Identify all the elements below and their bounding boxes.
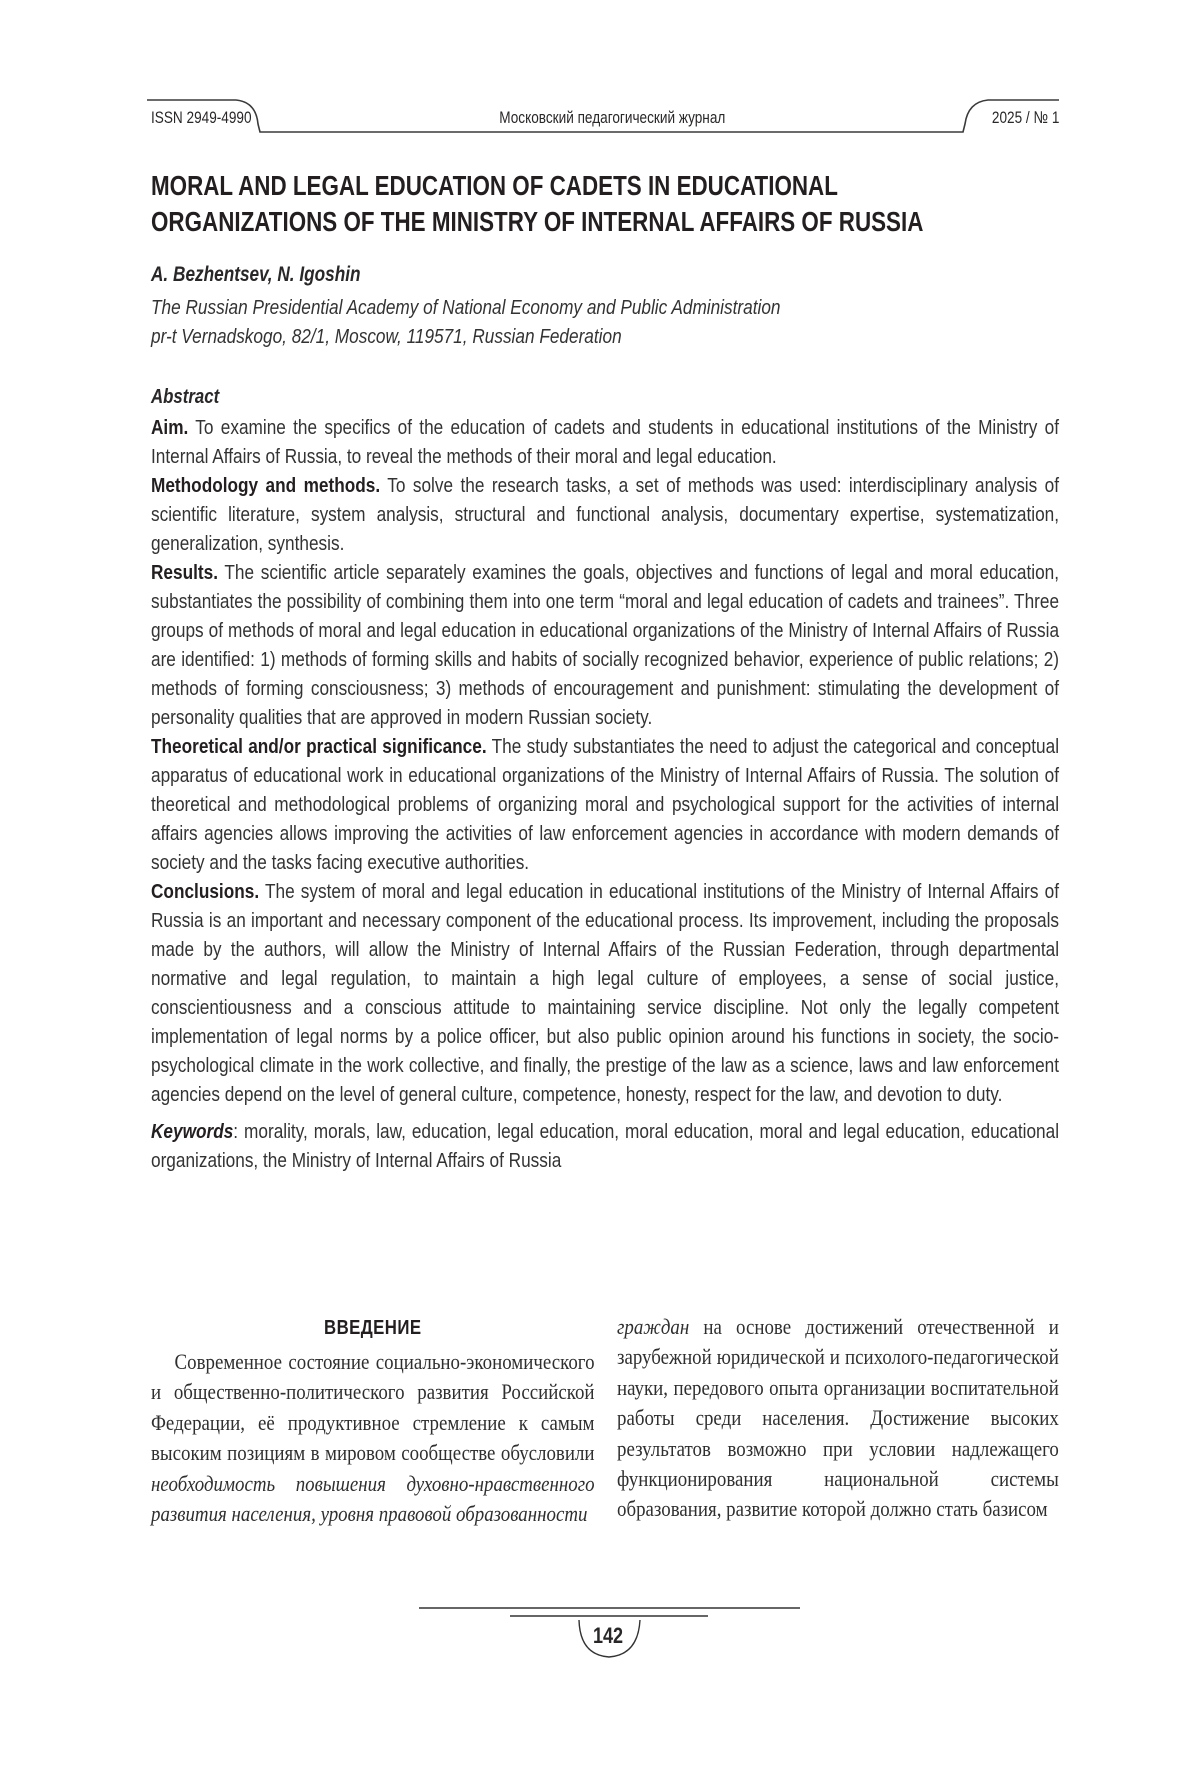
title-line: ORGANIZATIONS OF THE MINISTRY OF INTERNAL AFFAIRS OF RUSSIA [151, 204, 1031, 240]
authors: A. Bezhentsev, N. Igoshin [151, 261, 361, 289]
title-line: MORAL AND LEGAL EDUCATION OF CADETS IN EDUCATIONAL [151, 168, 1031, 204]
abstract-significance: Theoretical and/or practical significance. The study substantiates the need to adjust the categorical and conceptual apparatus of educational work in educational organizations of the Ministry of Internal Affairs of Russia. The solution of theoretical and methodological problems of organizing moral and psychological support for the activities of internal affairs agencies allows improving the activities of law enforcement agencies in accordance with modern demands of society and the tasks facing executive authorities. [151, 732, 1059, 877]
intro-right-column [617, 1312, 1059, 1525]
intro-paragraph: Современное состояние социально-экономического и общественно-политического развития Российской Федерации, её продуктивное стремление к самым высоким позициям в мировом сообществе обусловили необходимость повышения духовно-нравственного развития населения, уровня правовой образованности [151, 1347, 595, 1529]
intro-paragraph-continued: граждан на основе достижений отечественной и зарубежной юридической и психолого-педагогической науки, передового опыта организации воспитательной работы среди населения. Достижение высоких результатов возможно при условии надлежащего функционирования национальной системы образования, развитие которой должно стать базисом [617, 1312, 1059, 1525]
keywords: Keywords: morality, morals, law, education, legal education, moral education, moral and legal education, educational organizations, the Ministry of Internal Affairs of Russia [151, 1117, 1059, 1175]
abstract-heading: Abstract [151, 383, 219, 411]
issue-number: 2025 / № 1 [975, 106, 1059, 130]
intro-left-column [151, 1347, 595, 1529]
abstract-body [151, 413, 1059, 1175]
article-title [151, 168, 1031, 240]
intro-heading: ВВЕДЕНИЕ [151, 1314, 595, 1342]
affiliation-line: pr-t Vernadskogo, 82/1, Moscow, 119571, Russian Federation [151, 322, 780, 351]
page-number: 142 [575, 1622, 641, 1650]
abstract-methodology: Methodology and methods. To solve the research tasks, a set of methods was used: interdisciplinary analysis of scientific literature, system analysis, structural and functional analysis, documentary expertise, systematization, generalization, synthesis. [151, 471, 1059, 558]
issn: ISSN 2949-4990 [151, 106, 277, 130]
running-header-frame [0, 0, 1200, 160]
affiliation [151, 293, 780, 351]
abstract-conclusions: Conclusions. The system of moral and legal education in educational institutions of the Ministry of Internal Affairs of Russia is an important and necessary component of the educational process. Its improvement, including the proposals made by the authors, will allow the Ministry of Internal Affairs of the Russian Federation, through departmental normative and legal regulation, to maintain a high legal culture of employees, a sense of social justice, conscientiousness and a conscious attitude to maintaining service discipline. Not only the legally competent implementation of legal norms by a police officer, but also public opinion around his functions in society, the socio-psychological climate in the work collective, and finally, the prestige of the law as a science, laws and law enforcement agencies depend on the level of general culture, competence, honesty, respect for the law, and devotion to duty. [151, 877, 1059, 1109]
affiliation-line: The Russian Presidential Academy of National Economy and Public Administration [151, 293, 780, 322]
journal-name: Московский педагогический журнал [400, 106, 824, 130]
abstract-aim: Aim. To examine the specifics of the education of cadets and students in educational institutions of the Ministry of Internal Affairs of Russia, to reveal the methods of their moral and legal education. [151, 413, 1059, 471]
abstract-results: Results. The scientific article separately examines the goals, objectives and functions of legal and moral education, substantiates the possibility of combining them into one term “moral and legal education of cadets and trainees”. Three groups of methods of moral and legal education in educational organizations of the Ministry of Internal Affairs of Russia are identified: 1) methods of forming skills and habits of socially recognized behavior, experience of public relations; 2) methods of forming consciousness; 3) methods of encouragement and punishment: stimulating the development of personality qualities that are approved in modern Russian society. [151, 558, 1059, 732]
